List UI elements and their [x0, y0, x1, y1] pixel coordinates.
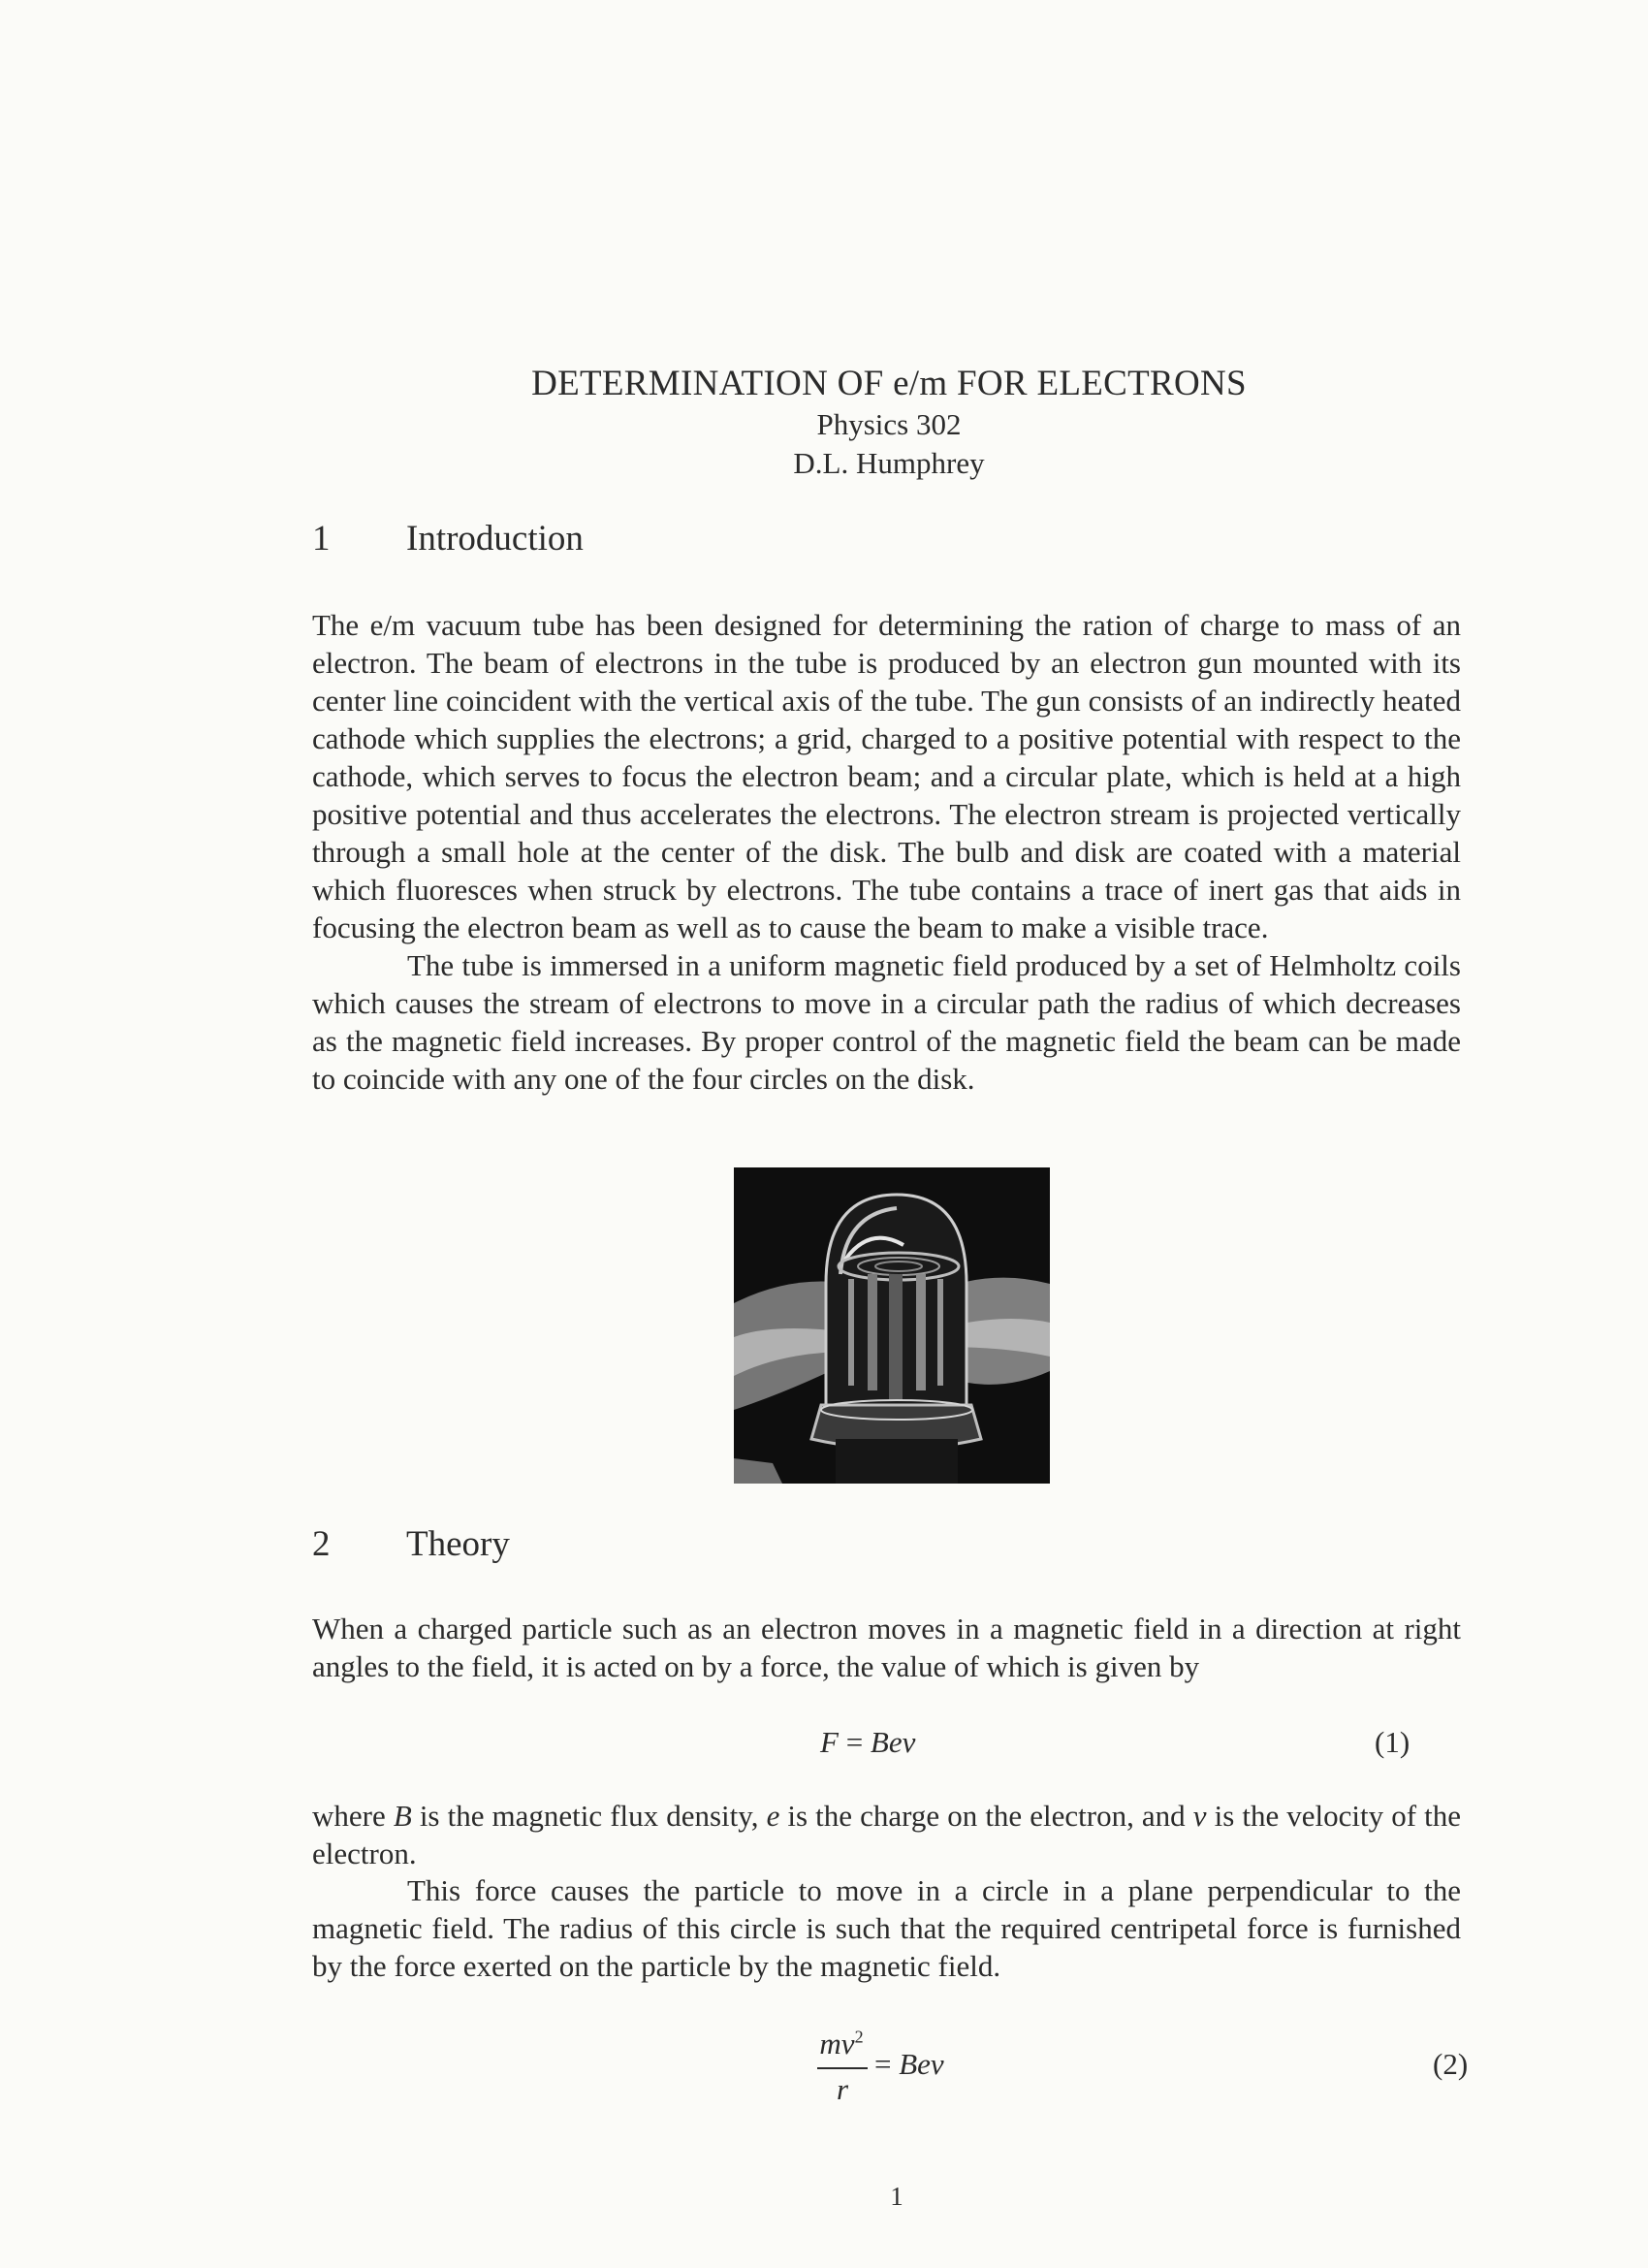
- theory-paragraph-1: [312, 1610, 1461, 1685]
- equation-lhs: F: [820, 1725, 839, 1759]
- equation-2-numerator: $mv^2$: [819, 2027, 864, 2060]
- em-tube-photo: [734, 1167, 1050, 1484]
- where-clause: [312, 1797, 1461, 1872]
- equation-1-number: (1): [1375, 1725, 1410, 1759]
- paragraph: When a charged particle such as an electron moves in a magnetic field in a direction at right angles to the field, it is acted on by a force, the value of which is given by: [312, 1612, 1461, 1683]
- section-heading-introduction: [312, 518, 894, 560]
- equation-1: F = Bev: [820, 1725, 916, 1759]
- introduction-body: [312, 606, 1461, 1098]
- section-number: 1: [312, 519, 331, 559]
- section-heading-theory: [312, 1523, 894, 1566]
- paragraph: where B is the magnetic flux density, e is the charge on the electron, and v is the velocity of the electron.: [312, 1799, 1462, 1870]
- section-title: Introduction: [406, 519, 584, 559]
- equation-2-number: (2): [1433, 2047, 1469, 2081]
- equation-2-denominator: r: [836, 2072, 849, 2106]
- equation-2-rhs: = Bev: [874, 2047, 944, 2081]
- course-name: Physics 302: [816, 407, 962, 441]
- title-block: [0, 363, 1648, 483]
- theory-paragraph-2: [312, 1871, 1461, 1985]
- document-title: DETERMINATION OF e/m FOR ELECTRONS: [531, 364, 1247, 403]
- fraction-bar: [817, 2067, 868, 2069]
- section-title: Theory: [406, 1524, 510, 1564]
- author-name: D.L. Humphrey: [793, 446, 985, 480]
- page-number: 1: [890, 2182, 903, 2211]
- equation-rhs: Bev: [870, 1725, 916, 1759]
- paragraph: This force causes the particle to move in a circle in a plane perpendicular to the magnetic field. The radius of this circle is such that the required centripetal force is furnished by the force exerted on the particle by the magnetic field.: [312, 1873, 1461, 1983]
- section-number: 2: [312, 1524, 331, 1564]
- paragraph: The tube is immersed in a uniform magnetic field produced by a set of Helmholtz coils which causes the stream of electrons to move in a circular path the radius of which decreases as the magnetic field increases. By proper control of the magnetic field the beam can be made to coincide with any one of the four circles on the disk.: [312, 948, 1461, 1096]
- paragraph: The e/m vacuum tube has been designed for determining the ration of charge to mass of an electron. The beam of electrons in the tube is produced by an electron gun mounted with its center line coincident with the vertical axis of the tube. The gun consists of an indirectly heated cathode which supplies the electrons; a grid, charged to a positive potential with respect to the cathode, which serves to focus the electron beam; and a circular plate, which is held at a high positive potential and thus accelerates the electrons. The electron stream is projected vertically through a small hole at the center of the disk. The bulb and disk are coated with a material which fluoresces when struck by electrons. The tube contains a trace of inert gas that aids in focusing the electron beam as well as to cause the beam to make a visible trace.: [312, 608, 1461, 944]
